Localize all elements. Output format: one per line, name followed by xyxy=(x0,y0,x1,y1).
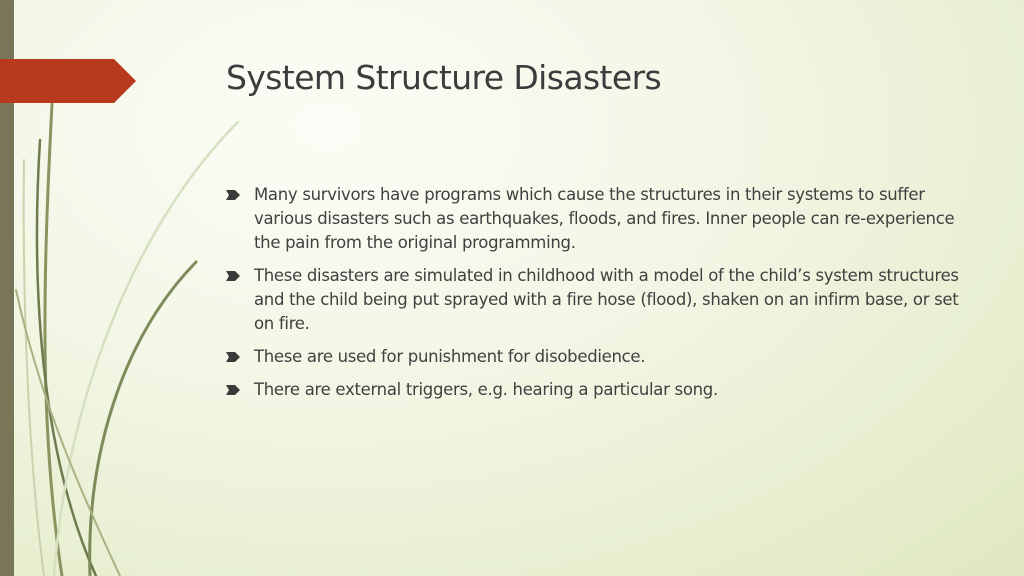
bullet-item xyxy=(226,378,966,402)
bullet-item xyxy=(226,264,966,336)
arrow-pentagon-icon xyxy=(0,59,136,103)
arrowhead-bullet-icon xyxy=(226,271,240,281)
bullet-item xyxy=(226,183,966,255)
bullet-text: There are external triggers, e.g. hearing a particular song. xyxy=(254,380,718,399)
bullet-text: Many survivors have programs which cause the structures in their systems to suffer various disasters such as earthquakes, floods, and fires. Inner people can re-experience the pain from the original programming. xyxy=(254,185,955,252)
bullet-text: These are used for punishment for disobedience. xyxy=(254,347,646,366)
bullet-item xyxy=(226,345,966,369)
arrowhead-bullet-icon xyxy=(226,352,240,362)
slide-title: System Structure Disasters xyxy=(226,58,662,97)
arrowhead-bullet-icon xyxy=(226,190,240,200)
bullet-list xyxy=(226,183,966,411)
arrowhead-bullet-icon xyxy=(226,385,240,395)
bullet-text: These disasters are simulated in childhood with a model of the child’s system structures and the child being put sprayed with a fire hose (flood), shaken on an infirm base, or set on fire. xyxy=(254,266,959,333)
